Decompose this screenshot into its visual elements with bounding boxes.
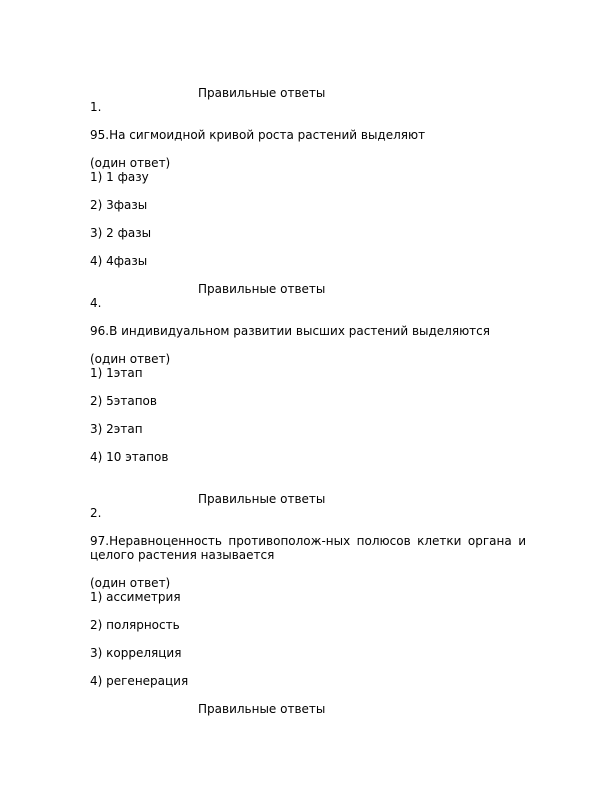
- answers-heading: Правильные ответы: [198, 492, 326, 506]
- answer-option: 3) корреляция: [90, 646, 182, 660]
- answer-option: 1) ассиметрия: [90, 590, 181, 604]
- answers-heading: Правильные ответы: [198, 86, 326, 100]
- answer-option: 1) 1этап: [90, 366, 143, 380]
- answer-option: 4) 4фазы: [90, 254, 148, 268]
- question-text: 95.На сигмоидной кривой роста растений выделяют: [90, 128, 426, 142]
- answer-option: 2) 5этапов: [90, 394, 157, 408]
- answer-type: (один ответ): [90, 576, 171, 590]
- answers-heading: Правильные ответы: [198, 282, 326, 296]
- question-text: 97.Неравноценность противополож-ных полюсов клетки органа и целого растения называется: [90, 534, 526, 562]
- correct-answer: 4.: [90, 296, 102, 310]
- answer-option: 1) 1 фазу: [90, 170, 149, 184]
- answer-option: 4) регенерация: [90, 674, 189, 688]
- answer-type: (один ответ): [90, 352, 171, 366]
- answers-heading: Правильные ответы: [198, 702, 326, 716]
- answer-option: 4) 10 этапов: [90, 450, 169, 464]
- correct-answer: 2.: [90, 506, 102, 520]
- answer-option: 3) 2этап: [90, 422, 143, 436]
- answer-option: 3) 2 фазы: [90, 226, 152, 240]
- answer-option: 2) полярность: [90, 618, 180, 632]
- answer-option: 2) 3фазы: [90, 198, 148, 212]
- question-text: 96.В индивидуальном развитии высших растений выделяются: [90, 324, 490, 338]
- answer-type: (один ответ): [90, 156, 171, 170]
- correct-answer: 1.: [90, 100, 102, 114]
